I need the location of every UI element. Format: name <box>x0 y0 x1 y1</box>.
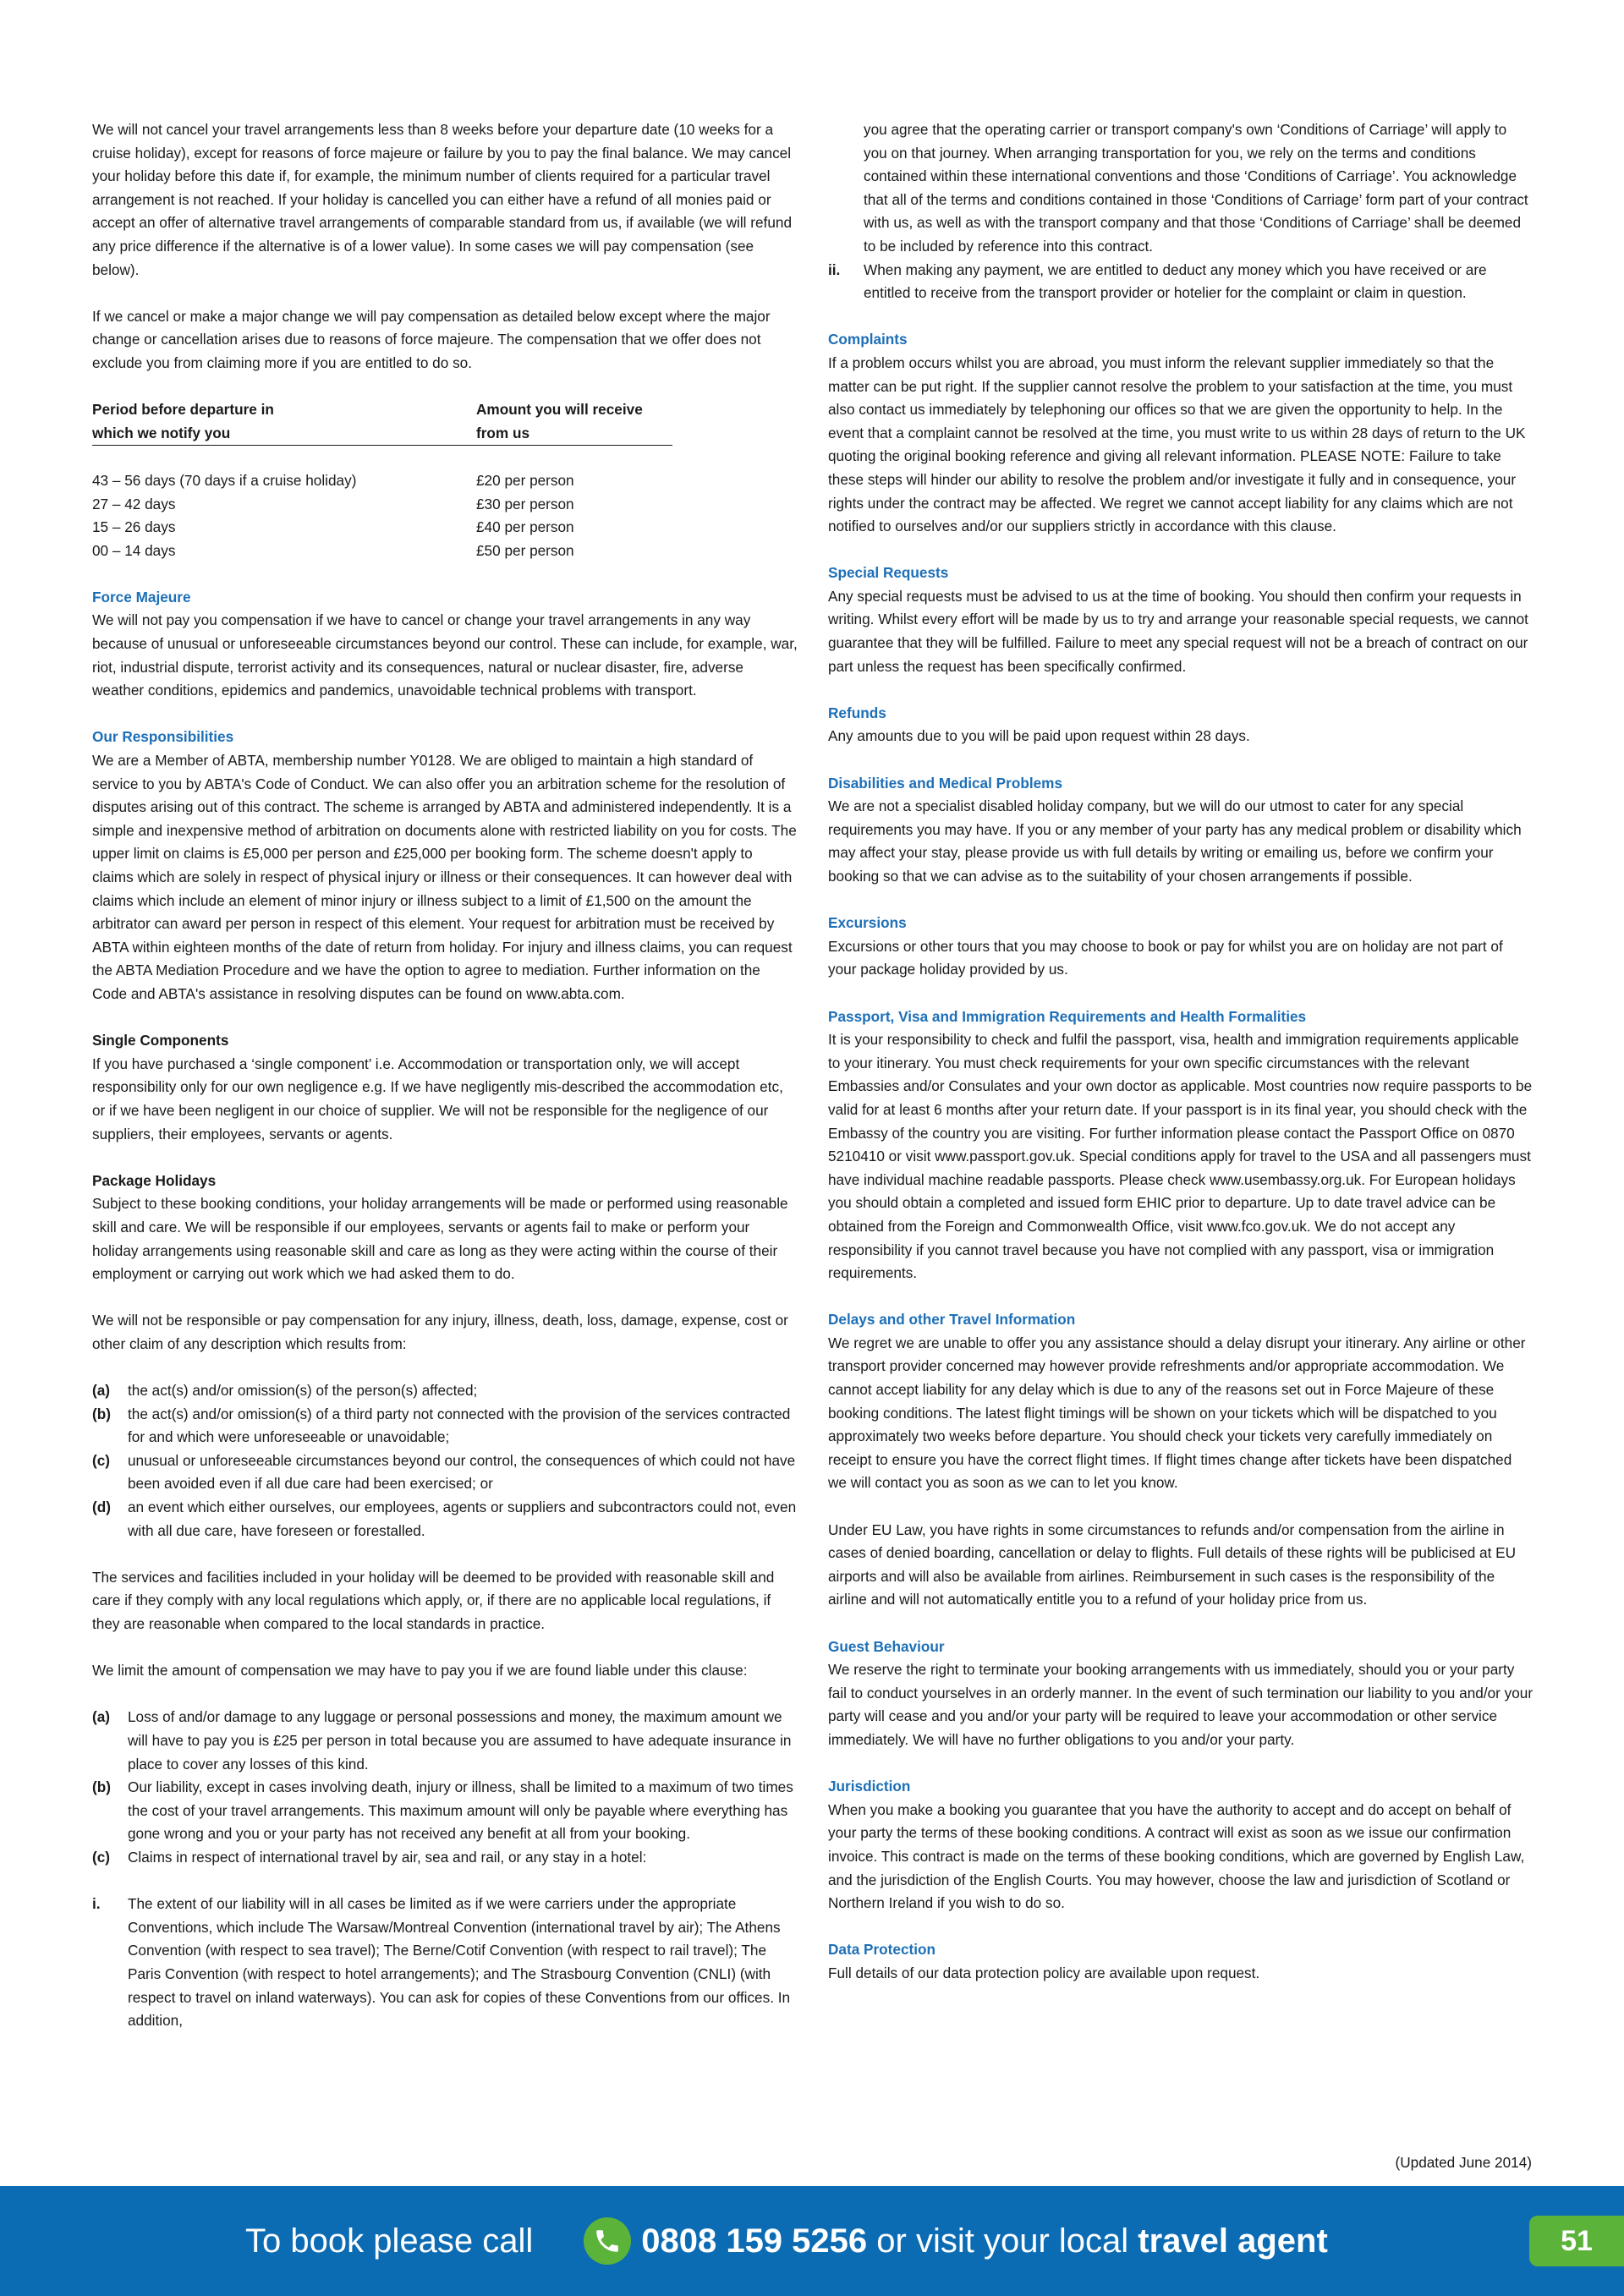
force-majeure-heading: Force Majeure <box>92 588 191 606</box>
major-change-paragraph: If we cancel or make a major change we will pay compensation as detailed below except where the major change or cancellation arises due to reasons of force majeure. The compensation that we offer does not exclude you from claiming more if you are entitled to do so. <box>92 307 771 371</box>
responsibilities-heading: Our Responsibilities <box>92 728 234 746</box>
cta-prefix: To book please call <box>245 2222 534 2260</box>
cancellation-paragraph: We will not cancel your travel arrangements less than 8 weeks before your departure date (10 weeks for a cruise holiday), except for reasons of force majeure or failure by you to pay the final balance. We may cancel your holiday before this date if, for example, the minimum number of clients required for a particular travel arrangement is not reached. If your holiday is cancelled you can either have a refund of all monies paid or accept an offer of alternative travel arrangements of comparable standard from us, if available (we will refund any price difference if the alternative is of a lower value). In some cases we will pay compensation (see below). <box>92 121 793 278</box>
passport-body: It is your responsibility to check and fulfil the passport, visa, health and immigration requirements applicable to your itinerary. You must check requirements for your own specific circumstances with the relevant Embassies and/or Consulates and your own doctor as applicable. Most countries now require passports to be valid for at least 6 months after your return date. If your passport is in its final year, you should check with the Embassy of the country you are visiting. For further information please contact the Passport Office on 0870 5210410 or visit www.passport.gov.uk. Special conditions apply for travel to the USA and all passengers must have individual machine readable passports. Please check www.usembassy.org.uk. For European holidays you should obtain a completed and issued form EHIC prior to departure. Up to date travel advice can be obtained from the Foreign and Commonwealth Office, visit www.fco.gov.uk. We do not accept any responsibility if you cannot travel because you have not complied with any passport, visa or immigration requirements. <box>828 1031 1533 1282</box>
list-item: (d) an event which either ourselves, our employees, agents or suppliers and subcontractors could not, even with all due care, have foreseen or forestalled. <box>92 1499 797 1539</box>
delays-body: We regret we are unable to offer you any assistance should a delay disrupt your itinerary. Any airline or other transport provider concerned may however provide refreshments and/or appropriate accommodation. We cannot accept liability for any delay which is due to any of the reasons set out in Force Majeure of these booking conditions. The latest flight timings will be shown on your tickets which will be dispatched to you approximately two weeks before departure. You should check your tickets very carefully immediately on receipt to ensure you have the correct flight times. If flight times change after tickets have been dispatched we will contact you as soon as we can to let you know. <box>828 1334 1526 1492</box>
list-item: (c) Claims in respect of international travel by air, sea and rail, or any stay in a hotel: <box>92 1848 647 1866</box>
left-column <box>92 118 798 2033</box>
guest-behaviour-body: We reserve the right to terminate your booking arrangements with us immediately, should you or your party fail to conduct yourselves in an orderly manner. In the event of such termination our liability to you and/or your party will cease and you and/or your party will be required to leave your accommodation or other service immediately. We will have no further obligations to you and/or your party. <box>828 1661 1533 1748</box>
list-item: (b) the act(s) and/or omission(s) of a third party not connected with the provision of the services contracted for and which were unforeseeable or unavoidable; <box>92 1405 791 1446</box>
phone-icon <box>584 2217 631 2265</box>
disabilities-body: We are not a specialist disabled holiday company, but we will do our utmost to cater for any special requirements you may have. If you or any member of your party has any medical problem or disability which may affect your stay, please provide us with full details by writing or emailing us, before we confirm your booking so that we can advise as to the suitability of your chosen arrangements if possible. <box>828 797 1522 885</box>
page-number: 51 <box>1529 2216 1624 2266</box>
single-components-heading: Single Components <box>92 1032 229 1049</box>
package-holidays-body: Subject to these booking conditions, your holiday arrangements will be made or performed using reasonable skill and care. We will be responsible if our employees, servants or agents fail to make or perform your holiday arrangements using reasonable skill and care as long as they were acting within the course of their employment or carrying out work which we had asked them to do. <box>92 1195 788 1283</box>
exclusions-list <box>92 1379 798 1543</box>
eu-law-body: Under EU Law, you have rights in some circumstances to refunds and/or compensation from the airline in cases of denied boarding, cancellation or delay to flights. Full details of these rights will be publicised at EU airports and will also be available from airlines. Reimbursement in such cases is the responsibility of the airline and will not automatically entitle you to a refund of your holiday price from us. <box>828 1521 1517 1608</box>
single-components-body: If you have purchased a ‘single component’ i.e. Accommodation or transportation only, we will accept responsibility only for our own negligence e.g. If we have negligently mis-described the accommodation etc, or if we have been negligent in our choice of supplier. We will not be responsible for the negligence of our suppliers, their employees, servants or agents. <box>92 1055 783 1143</box>
table-divider <box>92 446 672 469</box>
excursions-heading: Excursions <box>828 914 907 932</box>
not-responsible-paragraph: We will not be responsible or pay compensation for any injury, illness, death, loss, damage, expense, cost or other claim of any description which results from: <box>92 1312 788 1352</box>
passport-heading: Passport, Visa and Immigration Requirements and Health Formalities <box>828 1007 1307 1025</box>
refunds-body: Any amounts due to you will be paid upon request within 28 days. <box>828 727 1250 745</box>
responsibilities-body: We are a Member of ABTA, membership number Y0128. We are obliged to maintain a high standard of service to you by ABTA's Code of Conduct. We can also offer you an arbitration scheme for the resolution of disputes arising out of this contract. The scheme is arranged by ABTA and administered independently. It is a simple and inexpensive method of arbitration on documents alone with restricted liability on you for costs. The upper limit on claims is £5,000 per person and £25,000 per booking form. The scheme doesn't apply to claims which are solely in respect of physical injury or illness or their consequences. It can however deal with claims which include an element of minor injury or illness subject to a limit of £1,500 on the amount the arbitrator can award per person in respect of this element. Your request for arbitration must be received by ABTA within eighteen months of the date of return from holiday. For injury and illness claims, you can request the ABTA Mediation Procedure and we have the option to agree to mediation. Further information on the Code and ABTA's assistance in resolving disputes can be found on www.abta.com. <box>92 752 797 1002</box>
list-item: (c) unusual or unforeseeable circumstances beyond our control, the consequences of which could not have been avoided even if all due care had been exercised; or <box>92 1451 796 1493</box>
list-item: (b) Our liability, except in cases involving death, injury or illness, shall be limited to a maximum of two times the cost of your travel arrangements. This maximum amount will only be payable where everything has gone wrong and you or your party has not received any benefit at all from your booking. <box>92 1778 793 1843</box>
limits-list <box>92 1706 798 1869</box>
package-holidays-heading: Package Holidays <box>92 1171 217 1189</box>
cta-middle: or visit your local <box>867 2222 1138 2260</box>
complaints-heading: Complaints <box>828 331 908 348</box>
list-item: (a) Loss of and/or damage to any luggage or personal possessions and money, the maximum amount we will have to pay you is £25 per person in total because you are assumed to have adequate insurance in place to cover any losses of this kind. <box>92 1708 792 1773</box>
roman-item-i: i. The extent of our liability will in all cases be limited as if we were carriers under the appropriate Conventions, which include The Warsaw/Montreal Convention (international travel by air); The Athens Convention (with respect to sea travel); The Berne/Cotif Convention (with respect to rail travel); The Paris Convention (with respect to hotel arrangements); and The Strasbourg Convention (CNLI) (with respect to travel on inland waterways). You can ask for copies of these Conventions from our offices. In addition, <box>92 1895 791 2030</box>
refunds-heading: Refunds <box>828 704 886 721</box>
period-header: Period before departure in which we notify you <box>92 401 274 441</box>
data-protection-heading: Data Protection <box>828 1941 936 1959</box>
table-row: 00 – 14 days £50 per person <box>92 541 574 559</box>
data-protection-body: Full details of our data protection policy are available upon request. <box>828 1964 1260 1981</box>
footer-bar <box>0 2186 1624 2296</box>
compensation-table-header <box>92 398 672 446</box>
roman-item-i-continued: you agree that the operating carrier or transport company's own ‘Conditions of Carriage’ will apply to you on that journey. When arranging transportation for you, we rely on the terms and conditions contained within these international conventions and those ‘Conditions of Carriage’. You acknowledge that all of the terms and conditions contained in those ‘Conditions of Carriage’ form part of your contract with us, as well as with the transport company and that those ‘Conditions of Carriage’ shall be deemed to be included by reference into this contract. <box>864 121 1528 255</box>
special-requests-body: Any special requests must be advised to us at the time of booking. You should then confirm your requests in writing. Whilst every effort will be made by us to try and arrange your reasonable special requests, we cannot guarantee that they will be fulfilled. Failure to meet any special request will not be a breach of contract on our part unless the request has been specifically confirmed. <box>828 587 1528 675</box>
list-item: (a) the act(s) and/or omission(s) of the person(s) affected; <box>92 1382 478 1400</box>
table-row: 43 – 56 days (70 days if a cruise holiday) £20 per person <box>92 471 574 489</box>
disabilities-heading: Disabilities and Medical Problems <box>828 774 1062 792</box>
complaints-body: If a problem occurs whilst you are abroad, you must inform the relevant supplier immediately so that the matter can be put right. If the supplier cannot resolve the problem to your satisfaction at the time, you must also contact us immediately by telephoning our offices so that we are given the opportunity to help. In the event that a complaint cannot be resolved at the time, you must write to us within 28 days of return to the UK quoting the original booking reference and giving all relevant information. PLEASE NOTE: Failure to take these steps will hinder our ability to resolve the problem and/or investigate it fully and in consequence, your rights under the contract may be affected. We regret we cannot accept liability for any claims which are not notified to ourselves and/or our suppliers strictly in accordance with this clause. <box>828 353 1526 535</box>
services-paragraph: The services and facilities included in your holiday will be deemed to be provided with reasonable skill and care if they comply with any local regulations which apply, or, if there are no applicable local regulations, if they are reasonable when compared to the local standards in practice. <box>92 1568 775 1632</box>
excursions-body: Excursions or other tours that you may choose to book or pay for whilst you are on holiday are not part of your package holiday provided by us. <box>828 937 1503 978</box>
right-column <box>828 118 1533 1986</box>
delays-heading: Delays and other Travel Information <box>828 1311 1076 1329</box>
travel-agent-text: travel agent <box>1138 2222 1328 2260</box>
special-requests-heading: Special Requests <box>828 564 949 582</box>
table-row: 15 – 26 days £40 per person <box>92 518 574 536</box>
booking-cta <box>245 2186 1328 2296</box>
roman-item-ii: ii. When making any payment, we are entitled to deduct any money which you have received or are entitled to receive from the transport provider or hotelier for the complaint or claim in question. <box>828 260 1487 302</box>
compensation-table <box>92 398 672 562</box>
jurisdiction-body: When you make a booking you guarantee that you have the authority to accept and do accept on behalf of your party the terms of these booking conditions. A contract will exist as soon as we issue our confirmation invoice. This contract is made on the terms of these booking conditions, which are governed by English Law, and the jurisdiction of the English Courts. You may however, choose the law and jurisdiction of Scotland or Northern Ireland if you wish to do so. <box>828 1800 1525 1912</box>
updated-note: (Updated June 2014) <box>1395 2154 1532 2171</box>
jurisdiction-heading: Jurisdiction <box>828 1778 911 1795</box>
phone-number[interactable]: 0808 159 5256 <box>641 2222 868 2260</box>
guest-behaviour-heading: Guest Behaviour <box>828 1637 945 1655</box>
limit-paragraph: We limit the amount of compensation we may have to pay you if we are found liable under this clause: <box>92 1662 748 1680</box>
table-row: 27 – 42 days £30 per person <box>92 495 574 512</box>
force-majeure-body: We will not pay you compensation if we have to cancel or change your travel arrangements in any way because of unusual or unforeseeable circumstances beyond our control. These can include, for example, war, riot, industrial dispute, terrorist activity and its consequences, natural or nuclear disaster, fire, adverse weather conditions, epidemics and pandemics, unavoidable technical problems with transport. <box>92 611 798 699</box>
amount-header: Amount you will receive from us <box>476 401 643 441</box>
